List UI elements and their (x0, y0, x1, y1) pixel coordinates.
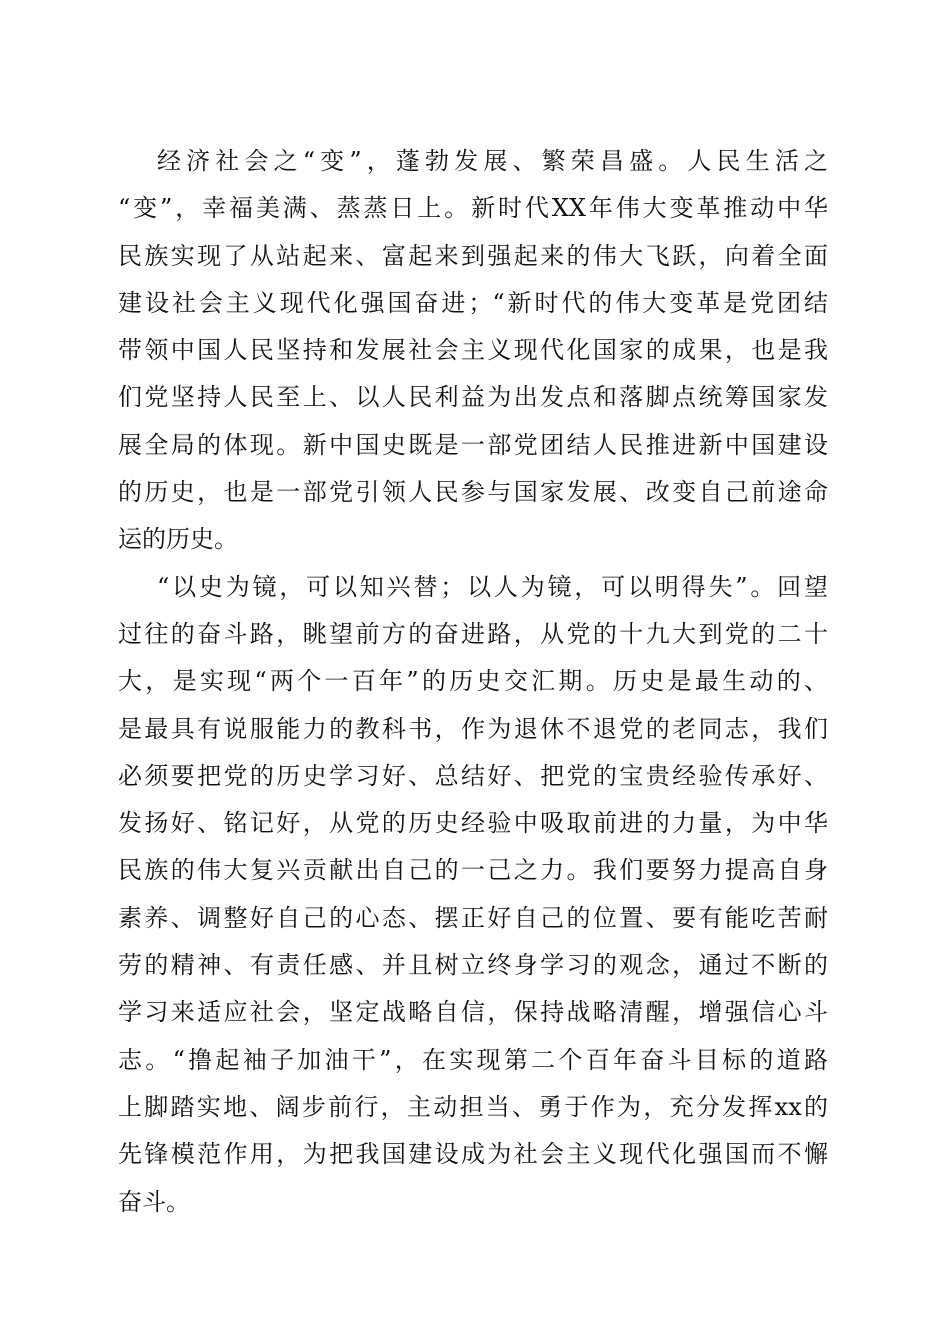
paragraph-2-line-12: 上脚踏实地、阔步前行，主动担当、勇于作为，充分发挥xx的 (118, 1092, 828, 1121)
paragraph-1-line-6: 们党坚持人民至上、以人民利益为出发点和落脚点统筹国家发 (118, 383, 828, 412)
paragraph-1-line-1: 经济社会之“变”，蓬勃发展、繁荣昌盛。人民生活之 (157, 147, 828, 175)
body-text (118, 138, 828, 1226)
paragraph-1-line-4: 建设社会主义现代化强国奋进；“新时代的伟大变革是党团结 (118, 288, 828, 317)
paragraph-1-line-2: “变”，幸福美满、蒸蒸日上。新时代XX年伟大变革推动中华 (118, 194, 828, 223)
paragraph-2-line-9: 劳的精神、有责任感、并且树立终身学习的观念，通过不断的 (118, 951, 828, 980)
paragraph-2-line-1: “以史为镜，可以知兴替；以人为镜，可以明得失”。回望 (157, 572, 828, 601)
paragraph-1-line-7: 展全局的体现。新中国史既是一部党团结人民推进新中国建设 (118, 430, 828, 459)
paragraph-2-line-11: 志。“撸起袖子加油干”，在实现第二个百年奋斗目标的道路 (118, 1045, 828, 1074)
paragraph-2-line-7: 民族的伟大复兴贡献出自己的一己之力。我们要努力提高自身 (118, 856, 828, 885)
paragraph-1-line-5: 带领中国人民坚持和发展社会主义现代化国家的成果，也是我 (118, 336, 828, 365)
paragraph-2-line-10: 学习来适应社会，坚定战略自信，保持战略清醒，增强信心斗 (118, 998, 828, 1027)
paragraph-1-line-9: 运的历史。 (118, 525, 238, 554)
paragraph-1-line-8: 的历史，也是一部党引领人民参与国家发展、改变自己前途命 (118, 478, 828, 507)
paragraph-2-line-6: 发扬好、铭记好，从党的历史经验中吸取前进的力量，为中华 (118, 809, 828, 838)
paragraph-2-line-3: 大，是实现“两个一百年”的历史交汇期。历史是最生动的、 (118, 667, 828, 696)
paragraph-2-line-13: 先锋模范作用，为把我国建设成为社会主义现代化强国而不懈 (118, 1140, 828, 1169)
paragraph-2-line-8: 素养、调整好自己的心态、摆正好自己的位置、要有能吃苦耐 (118, 903, 828, 932)
paragraph-2-line-14: 奋斗。 (118, 1187, 190, 1216)
paragraph-2-line-5: 必须要把党的历史学习好、总结好、把党的宝贵经验传承好、 (118, 761, 828, 790)
paragraph-2-line-4: 是最具有说服能力的教科书，作为退休不退党的老同志，我们 (118, 714, 828, 743)
paragraph-2-line-2: 过往的奋斗路，眺望前方的奋进路，从党的十九大到党的二十 (118, 619, 828, 648)
paragraph-1-line-3: 民族实现了从站起来、富起来到强起来的伟大飞跃，向着全面 (118, 241, 828, 270)
